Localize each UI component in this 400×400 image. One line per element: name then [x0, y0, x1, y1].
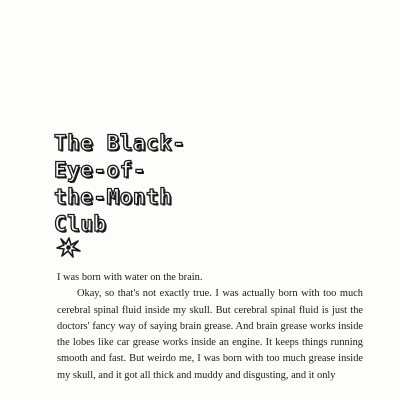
chapter-title-line: The Black- — [54, 131, 186, 155]
chapter-title-line: Eye-of- — [54, 158, 147, 182]
chapter-title — [54, 130, 185, 238]
chapter-title-line: Club — [54, 212, 107, 236]
splat-icon — [56, 236, 82, 258]
chapter-title-line: the-Month — [54, 185, 173, 209]
body-paragraph: Okay, so that's not exactly true. I was actually born with too much cerebral spinal fluid inside my skull. But cerebral spinal fluid is just the doctors' fancy way of saying brain grease. And brain grease works inside the lobes like car grease works inside an engine. It keeps things running smooth and fast. But weirdo me, I was born with too much grease inside my skull, and it got all thick and muddy and disgusting, and it only — [57, 288, 363, 381]
chapter-body — [57, 270, 363, 384]
body-paragraph: I was born with water on the brain. — [57, 272, 203, 283]
